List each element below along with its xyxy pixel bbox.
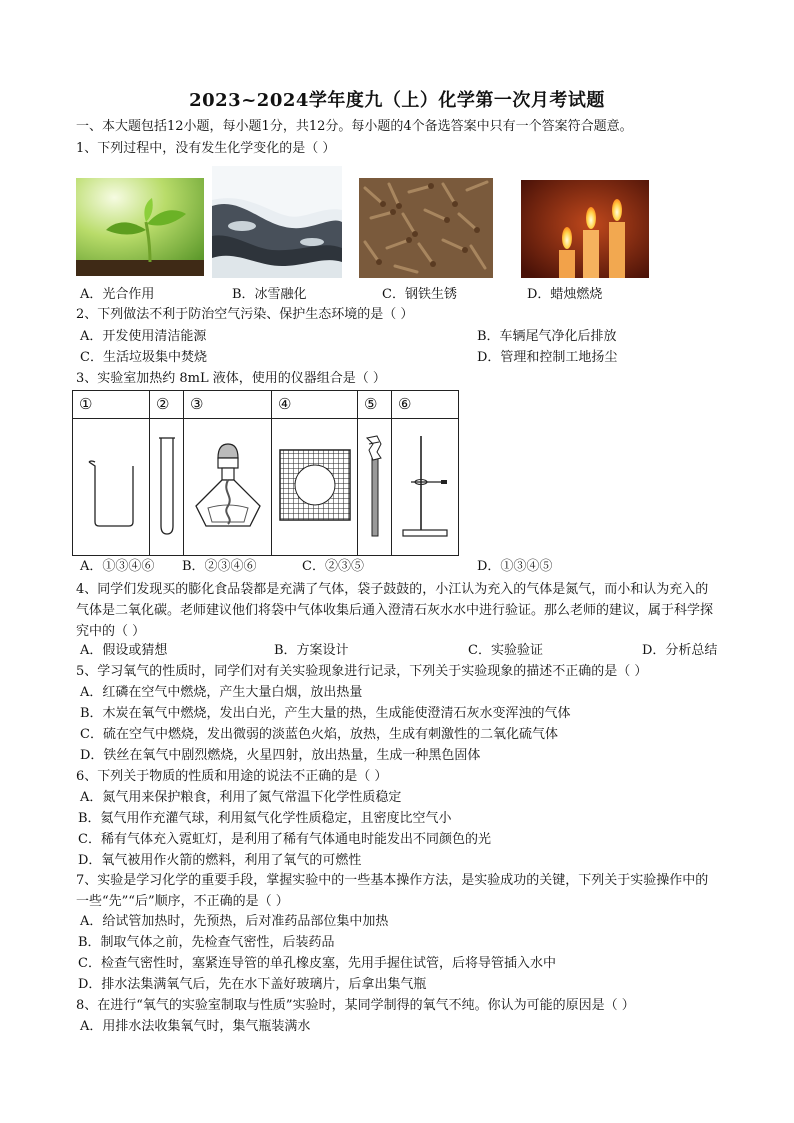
q2-option-d: D．管理和控制工地扬尘 [477,350,618,365]
apparatus-label-2: ② [150,391,184,419]
burning-candles-photo [521,180,649,278]
q3-option-c: C．②③⑤ [302,559,364,574]
question-8-stem: 8、在进行“氧气的实验室制取与性质”实验时，某同学制得的氧气不纯。你认为可能的原因是（ ） [76,998,635,1013]
q6-option-a: A．氮气用来保护粮食，利用了氮气常温下化学性质稳定 [80,790,402,805]
question-6-stem: 6、下列关于物质的性质和用途的说法不正确的是（ ） [76,769,388,784]
test-tube-icon [150,419,184,556]
q3-option-a: A．①③④⑥ [80,559,155,574]
apparatus-label-6: ⑥ [392,391,459,419]
q5-option-c: C．硫在空气中燃烧，发出微弱的淡蓝色火焰，放热，生成有刺激性的二氧化硫气体 [80,727,558,742]
q8-option-a: A．用排水法收集氧气时，集气瓶装满水 [80,1019,311,1034]
q4-option-c: C．实验验证 [468,643,543,658]
q2-option-c: C．生活垃圾集中焚烧 [80,350,207,365]
q6-option-d: D．氧气被用作火箭的燃料，利用了氧气的可燃性 [78,853,362,868]
q4-option-d: D．分析总结 [642,643,718,658]
plant-sprout-photo [76,178,204,276]
q5-option-a: A．红磷在空气中燃烧，产生大量白烟，放出热量 [80,685,363,700]
apparatus-label-4: ④ [272,391,358,419]
q2-option-a: A．开发使用清洁能源 [80,329,207,344]
q1-option-a: A．光合作用 [80,287,155,302]
q6-option-c: C．稀有气体充入霓虹灯，是利用了稀有气体通电时能发出不同颜色的光 [78,832,491,847]
question-5-stem: 5、学习氧气的性质时，同学们对有关实验现象进行记录，下列关于实验现象的描述不正确的是（ ） [76,664,648,679]
wire-gauze-icon [272,419,358,556]
iron-stand-icon [392,419,459,556]
test-tube-holder-icon [358,419,392,556]
q1-option-b: B．冰雪融化 [232,287,307,302]
q5-option-d: D．铁丝在氧气中剧烈燃烧，火星四射，放出热量，生成一种黑色固体 [80,748,481,763]
q4-option-a: A．假设或猜想 [80,643,168,658]
rusty-screws-photo [359,178,493,278]
q7-option-a: A．给试管加热时，先预热，后对准药品部位集中加热 [80,914,389,929]
q3-option-d: D．①③④⑤ [477,559,553,574]
exam-title: 2023~2024学年度九（上）化学第一次月考试题 [189,90,605,111]
question-7-stem: 7、实验是学习化学的重要手段，掌握实验中的一些基本操作方法，是实验成功的关键，下列关于实验操作中的一些“先”“后”顺序，不正确的是（ ） [76,873,709,909]
question-2-stem: 2、下列做法不利于防治空气污染、保护生态环境的是（ ） [76,307,414,322]
q1-option-d: D．蜡烛燃烧 [527,287,603,302]
alcohol-lamp-icon [184,419,272,556]
apparatus-table [72,390,459,556]
question-1-stem: 1、下列过程中，没有发生化学变化的是（ ） [76,141,336,156]
q3-option-b: B．②③④⑥ [182,559,257,574]
q1-option-c: C．钢铁生锈 [382,287,457,302]
question-4-stem: 4、同学们发现买的膨化食品袋都是充满了气体，袋子鼓鼓的，小江认为充入的气体是氮气，而小和认为充入的气体是二氧化碳。老师建议他们将袋中气体收集后通入澄清石灰水水中进行验证。那么老师的建议，属于科学探究中的（ ） [76,582,714,639]
q6-option-b: B．氦气用作充灌气球，利用氦气化学性质稳定，且密度比空气小 [78,811,452,826]
q7-option-d: D．排水法集满氧气后，先在水下盖好玻璃片，后拿出集气瓶 [78,977,427,992]
question-3-stem: 3、实验室加热约 8mL 液体，使用的仪器组合是（ ） [76,371,386,386]
beaker-icon [73,419,150,556]
apparatus-label-1: ① [73,391,150,419]
melting-snow-photo [212,166,342,278]
apparatus-label-5: ⑤ [358,391,392,419]
q2-option-b: B．车辆尾气净化后排放 [477,329,617,344]
section-instructions: 一、本大题包括12小题，每小题1分，共12分。每小题的4个备选答案中只有一个答案符合题意。 [76,119,633,134]
q5-option-b: B．木炭在氧气中燃烧，发出白光，产生大量的热，生成能使澄清石灰水变浑浊的气体 [80,706,571,721]
q7-option-c: C．检查气密性时，塞紧连导管的单孔橡皮塞，先用手握住试管，后将导管插入水中 [78,956,556,971]
q4-option-b: B．方案设计 [274,643,349,658]
q7-option-b: B．制取气体之前，先检查气密性，后装药品 [78,935,335,950]
apparatus-label-3: ③ [184,391,272,419]
